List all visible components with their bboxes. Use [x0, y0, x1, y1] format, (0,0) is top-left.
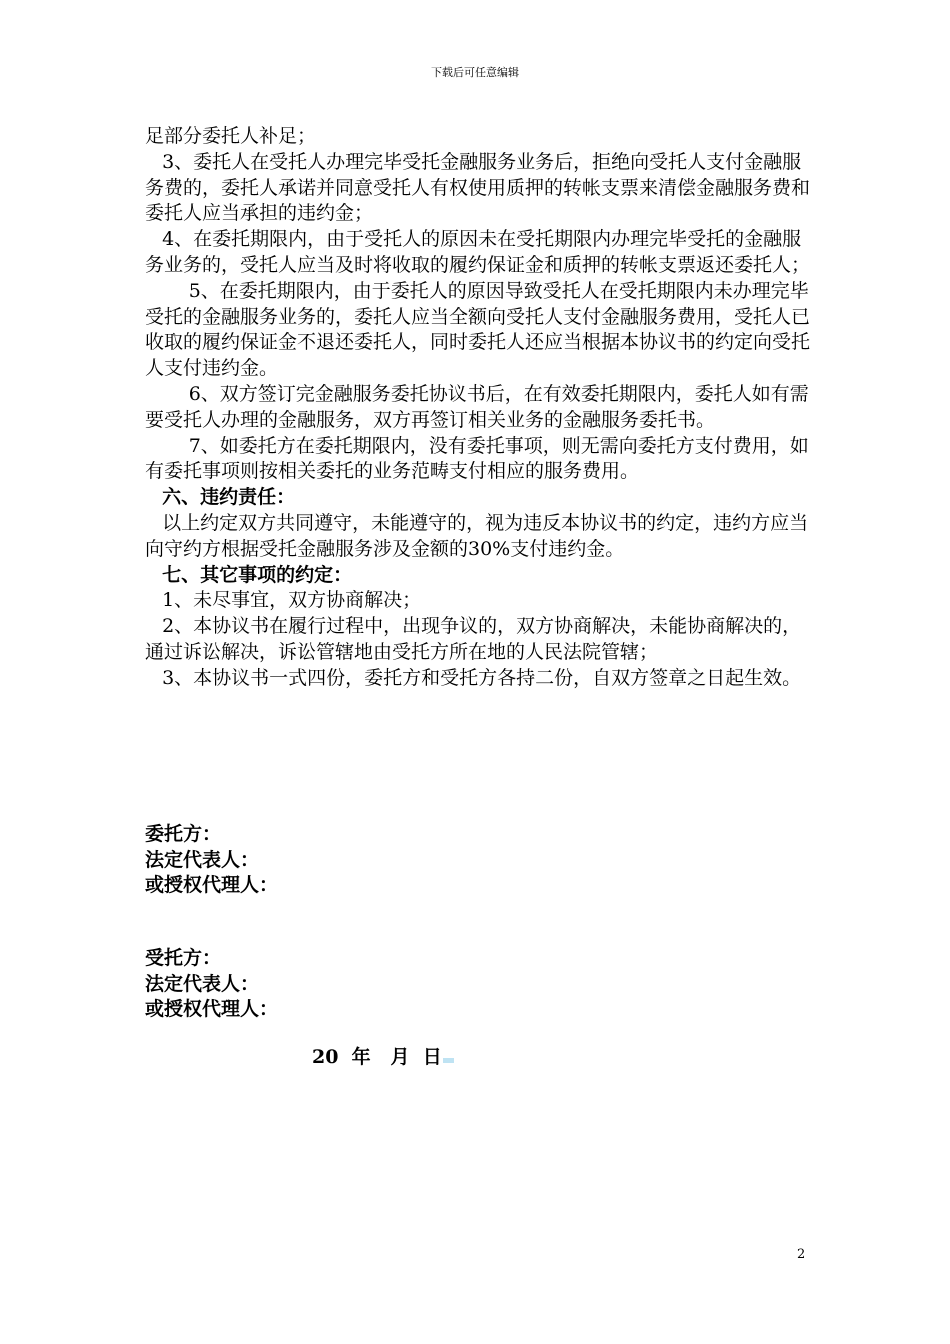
page-header: 下载后可任意编辑	[431, 66, 519, 79]
signature-line: 委托方：	[145, 823, 222, 845]
paragraph: 3、委托人在受托人办理完毕受托金融服务业务后，拒绝向受托人支付金融服务费的，委托人承诺并同意受托人有权使用质押的转帐支票来清偿金融服务费和委托人应当承担的违约金；	[145, 150, 811, 225]
signature-line: 法定代表人：	[145, 848, 260, 871]
signing-date-text: 20 年 月 日	[312, 1046, 442, 1068]
paragraph: 以上约定双方共同遵守，未能遵守的，视为违反本协议书的约定，违约方应当向守约方根据受托金融服务涉及金额的30%支付违约金。	[145, 511, 809, 560]
signature-line: 或授权代理人：	[145, 874, 279, 896]
signature-line: 法定代表人：	[145, 972, 260, 995]
signature-line: 受托方：	[145, 947, 222, 969]
trustee-signature-block	[145, 946, 278, 1023]
paragraph: 六、违约责任：	[162, 486, 296, 509]
paragraph: 4、在委托期限内，由于受托人的原因未在受托期限内办理完毕受托的金融服务业务的，受托人应当及时将收取的履约保证金和质押的转帐支票返还委托人；	[145, 228, 811, 276]
paragraph: 5、在委托期限内，由于委托人的原因导致受托人在受托期限内未办理完毕受托的金融服务业务的，委托人应当全额向受托人支付金融服务费用，受托人已收取的履约保证金不退还委托人，同时委托人还应当根据本协议书的约定向受托人支付违约金。	[145, 279, 811, 380]
paragraph: 足部分委托人补足；	[145, 125, 317, 147]
signature-line: 或授权代理人：	[145, 998, 279, 1020]
paragraph: 6、双方签订完金融服务委托协议书后，在有效委托期限内，委托人如有需要受托人办理的金融服务，双方再签订相关业务的金融服务委托书。	[145, 382, 809, 431]
agreement-body	[145, 124, 810, 692]
page-number: 2	[797, 1247, 806, 1262]
paragraph: 2、本协议书在履行过程中，出现争议的，双方协商解决，未能协商解决的，通过诉讼解决，诉讼管辖地由受托方所在地的人民法院管辖；	[145, 615, 802, 663]
paragraph: 3、本协议书一式四份，委托方和受托方各持二份，自双方签章之日起生效。	[162, 666, 802, 689]
signing-date	[312, 1045, 454, 1070]
client-signature-block	[145, 822, 278, 899]
paragraph: 七、其它事项的约定：	[162, 563, 353, 586]
text-cursor-marker	[443, 1058, 454, 1063]
paragraph: 7、如委托方在委托期限内，没有委托事项，则无需向委托方支付费用，如有委托事项则按相关委托的业务范畴支付相应的服务费用。	[145, 434, 809, 483]
paragraph: 1、未尽事宜，双方协商解决；	[162, 589, 422, 612]
